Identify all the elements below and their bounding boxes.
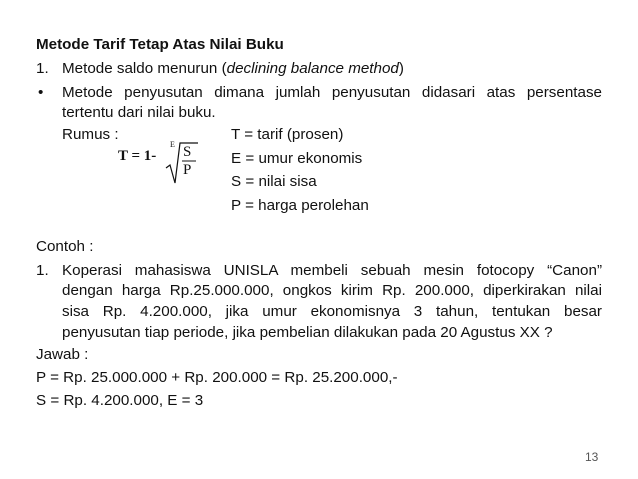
method-number: 1. [36,60,49,77]
method-text-italic: declining balance method [226,60,399,77]
rumus-label: Rumus : [62,126,119,143]
definition-p: P = harga perolehan [231,197,369,214]
contoh-line-4: penyusutan tiap periode, jika pembelian dilakukan pada 20 Agustus XX ? [62,324,553,341]
contoh-line-1: Koperasi mahasiswa UNISLA membeli sebuah mesin fotocopy “Canon” [62,262,602,279]
contoh-line-3: sisa Rp. 4.200.000, jika umur ekonomisnya 3 tahun, tentukan besar [62,303,602,320]
bullet-marker: • [38,84,44,101]
formula-denominator: P [183,162,192,178]
definition-e: E = umur ekonomis [231,150,363,167]
formula-root-index: E [170,140,175,149]
jawab-line-2: S = Rp. 4.200.000, E = 3 [36,392,204,409]
method-text-suffix: ) [398,60,404,77]
definition-t: T = tarif (prosen) [231,126,344,143]
slide-title: Metode Tarif Tetap Atas Nilai Buku [36,36,284,53]
tarif-formula [118,140,198,184]
method-text [62,60,404,78]
bullet-line-1: Metode penyusutan dimana jumlah penyusutan didasari atas persentase [62,84,602,101]
method-text-prefix: Metode saldo menurun ( [62,60,227,77]
formula-lhs: T = 1- [118,148,157,164]
definition-s: S = nilai sisa [231,173,317,190]
jawab-heading: Jawab : [36,346,89,363]
bullet-line-2: tertentu dari nilai buku. [62,104,216,121]
contoh-number: 1. [36,262,49,279]
radical-sign-icon [164,140,200,184]
contoh-heading: Contoh : [36,238,94,255]
contoh-line-2: dengan harga Rp.25.000.000, ongkos kirim Rp. 200.000, diperkirakan nilai [62,282,602,299]
formula-numerator: S [183,144,192,160]
page-number: 13 [585,450,599,464]
jawab-line-1: P = Rp. 25.000.000 + Rp. 200.000 = Rp. 25.200.000,- [36,369,398,386]
